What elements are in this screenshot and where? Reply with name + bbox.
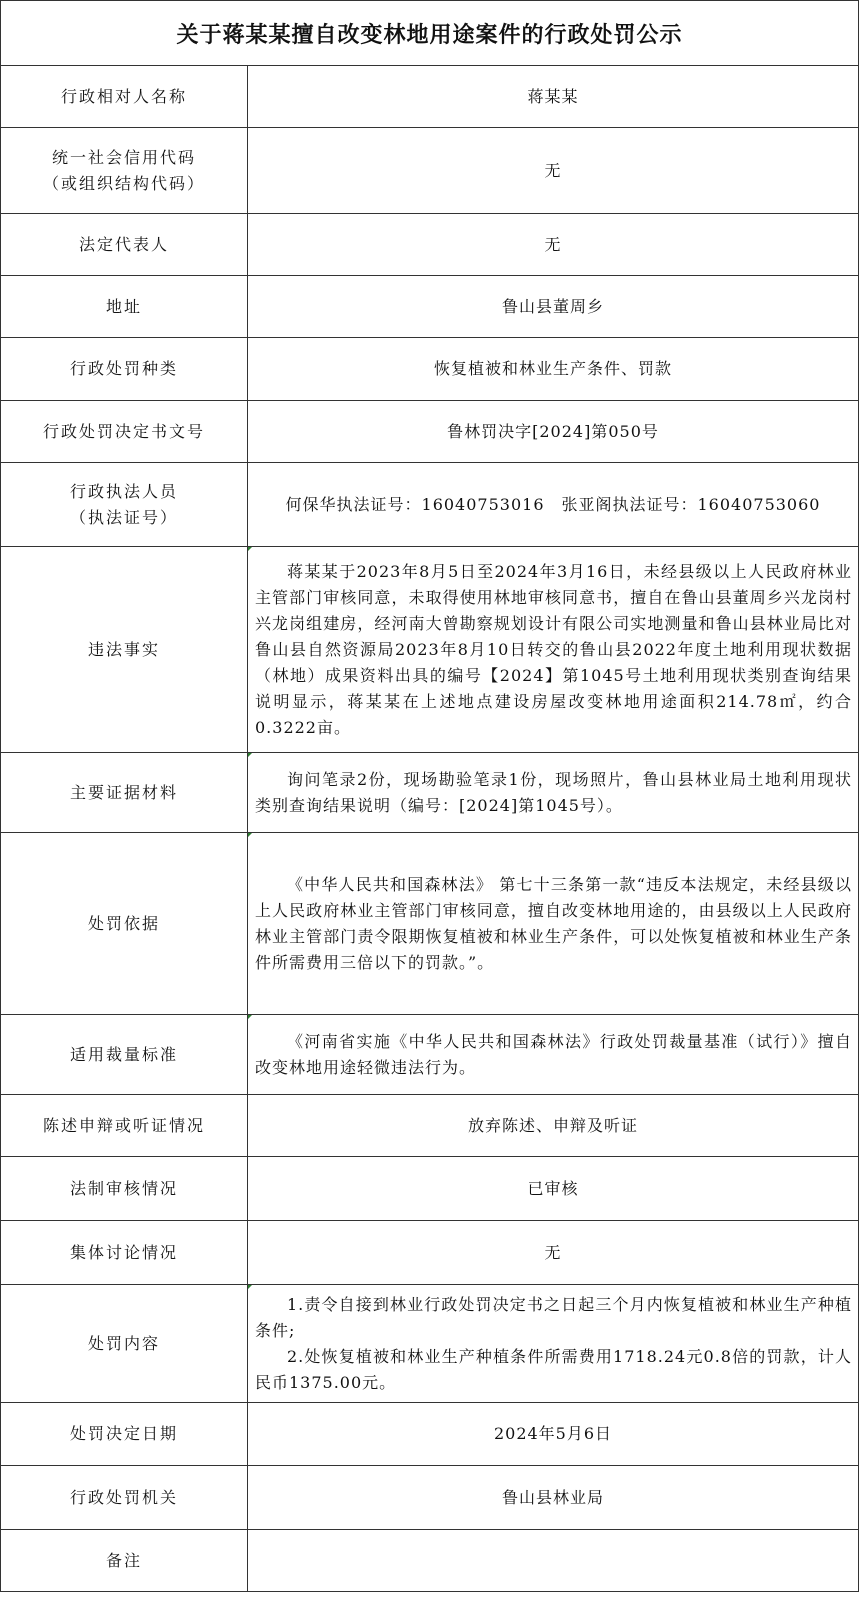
value-authority: 鲁山县林业局 (248, 1466, 859, 1530)
table-row-penalty-content (1, 1285, 859, 1403)
label-address: 地址 (1, 276, 248, 338)
table-row-decision-number (1, 401, 859, 463)
violation-facts-text: 蒋某某于2023年8月5日至2024年3月16日，未经县级以上人民政府林业主管部门审核同意，未取得使用林地审核同意书，擅自在鲁山县董周乡兴龙岗村兴龙岗组建房，经河南大曾勘察规划设计有限公司实地测量和鲁山县林业局比对鲁山县自然资源局2023年8月10日转交的鲁山县2022年度土地利用现状数据（林地）成果资料出具的编号【2024】第1045号土地利用现状类别查询结果说明显示，蒋某某在上述地点建设房屋改变林地用途面积214.78㎡，约合0.3222亩。 (255, 561, 852, 737)
evidence-text: 询问笔录2份，现场勘验笔录1份，现场照片，鲁山县林业局土地利用现状类别查询结果说明（编号：[2024]第1045号）。 (255, 769, 852, 815)
label-officers-line1: 行政执法人员 (69, 481, 178, 501)
table-row-authority (1, 1466, 859, 1530)
label-legal-rep: 法定代表人 (1, 214, 248, 276)
label-credit-code (1, 128, 248, 214)
table-row-decision-date (1, 1403, 859, 1466)
label-party-name: 行政相对人名称 (1, 66, 248, 128)
table-row-legal-rep (1, 214, 859, 276)
value-violation-facts (248, 547, 859, 753)
document-title: 关于蒋某某擅自改变林地用途案件的行政处罚公示 (0, 0, 859, 65)
label-violation-facts: 违法事实 (1, 547, 248, 753)
label-decision-date: 处罚决定日期 (1, 1403, 248, 1466)
value-legal-basis (248, 833, 859, 1015)
label-legal-review: 法制审核情况 (1, 1157, 248, 1221)
label-credit-code-line2: （或组织结构代码） (42, 173, 205, 193)
value-credit-code: 无 (248, 128, 859, 214)
table-row-address (1, 276, 859, 338)
table-row-penalty-type (1, 338, 859, 401)
value-remarks (248, 1530, 859, 1592)
table-row-hearing (1, 1095, 859, 1157)
table-row-remarks (1, 1530, 859, 1592)
table-row-officers (1, 463, 859, 547)
table-row-party-name (1, 66, 859, 128)
label-evidence: 主要证据材料 (1, 753, 248, 833)
penalty-info-table (0, 65, 859, 1592)
value-decision-number: 鲁林罚决字[2024]第050号 (248, 401, 859, 463)
label-officers-line2: （执法证号） (69, 507, 178, 527)
value-address: 鲁山县董周乡 (248, 276, 859, 338)
label-credit-code-line1: 统一社会信用代码 (51, 147, 196, 167)
value-decision-date: 2024年5月6日 (248, 1403, 859, 1466)
value-penalty-content (248, 1285, 859, 1403)
value-officers: 何保华执法证号：16040753016 张亚阁执法证号：16040753060 (248, 463, 859, 547)
table-row-legal-review (1, 1157, 859, 1221)
label-legal-basis: 处罚依据 (1, 833, 248, 1015)
cell-marker (248, 547, 252, 551)
label-remarks: 备注 (1, 1530, 248, 1592)
table-row-violation-facts (1, 547, 859, 753)
value-party-name: 蒋某某 (248, 66, 859, 128)
cell-marker (248, 1285, 252, 1289)
value-legal-review: 已审核 (248, 1157, 859, 1221)
label-hearing: 陈述申辩或听证情况 (1, 1095, 248, 1157)
value-penalty-type: 恢复植被和林业生产条件、罚款 (248, 338, 859, 401)
table-row-discretion-standard (1, 1015, 859, 1095)
value-evidence (248, 753, 859, 833)
value-hearing: 放弃陈述、申辩及听证 (248, 1095, 859, 1157)
table-row-evidence (1, 753, 859, 833)
legal-basis-text: 《中华人民共和国森林法》 第七十三条第一款“违反本法规定，未经县级以上人民政府林业主管部门审核同意，擅自改变林地用途的，由县级以上人民政府林业主管部门责令限期恢复植被和林业生产条件，可以处恢复植被和林业生产条件所需费用三倍以下的罚款。”。 (255, 874, 852, 972)
value-collective-discussion: 无 (248, 1221, 859, 1285)
label-collective-discussion: 集体讨论情况 (1, 1221, 248, 1285)
label-discretion-standard: 适用裁量标准 (1, 1015, 248, 1095)
cell-marker (248, 833, 252, 837)
value-legal-rep: 无 (248, 214, 859, 276)
penalty-item: 2.处恢复植被和林业生产种植条件所需费用1718.24元0.8倍的罚款，计人民币1375.00元。 (255, 1346, 852, 1392)
penalty-item: 1.责令自接到林业行政处罚决定书之日起三个月内恢复植被和林业生产种植条件; (255, 1294, 852, 1340)
value-discretion-standard (248, 1015, 859, 1095)
cell-marker (248, 1015, 252, 1019)
label-authority: 行政处罚机关 (1, 1466, 248, 1530)
discretion-standard-text: 《河南省实施《中华人民共和国森林法》行政处罚裁量基准（试行）》擅自改变林地用途轻微违法行为。 (255, 1031, 852, 1077)
label-penalty-content: 处罚内容 (1, 1285, 248, 1403)
cell-marker (248, 753, 252, 757)
table-row-legal-basis (1, 833, 859, 1015)
table-row-collective-discussion (1, 1221, 859, 1285)
label-decision-number: 行政处罚决定书文号 (1, 401, 248, 463)
label-officers (1, 463, 248, 547)
label-penalty-type: 行政处罚种类 (1, 338, 248, 401)
table-row-credit-code (1, 128, 859, 214)
